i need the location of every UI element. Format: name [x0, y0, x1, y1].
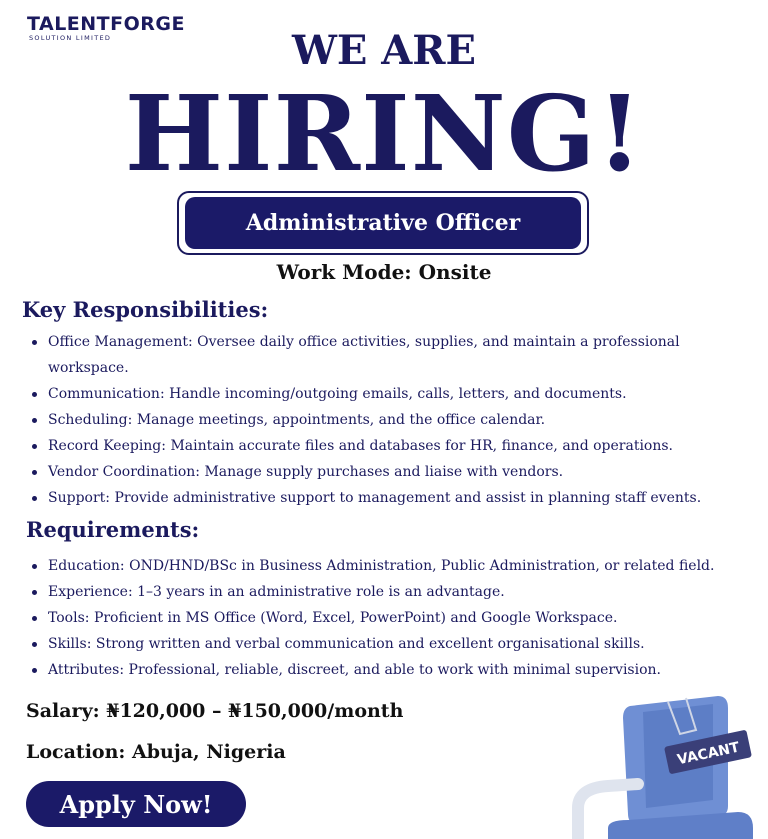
- list-item: Experience: 1–3 years in an administrative role is an advantage.: [26, 579, 726, 605]
- list-item: Education: OND/HND/BSc in Business Administration, Public Administration, or related field.: [26, 553, 726, 579]
- list-item: Communication: Handle incoming/outgoing emails, calls, letters, and documents.: [26, 381, 706, 407]
- logo-wordmark: TALENTFORGE: [27, 13, 185, 35]
- list-item: Scheduling: Manage meetings, appointments, and the office calendar.: [26, 407, 706, 433]
- list-item: Office Management: Oversee daily office activities, supplies, and maintain a professional workspace.: [26, 329, 706, 381]
- responsibilities-list: [26, 329, 706, 511]
- vacant-chair-illustration: [568, 688, 768, 839]
- requirements-heading: Requirements:: [26, 517, 200, 542]
- headline-we-are: WE ARE: [291, 27, 477, 74]
- apply-now-button[interactable]: Apply Now!: [26, 781, 246, 827]
- list-item: Tools: Proficient in MS Office (Word, Excel, PowerPoint) and Google Workspace.: [26, 605, 726, 631]
- list-item: Record Keeping: Maintain accurate files and databases for HR, finance, and operations.: [26, 433, 706, 459]
- responsibilities-heading: Key Responsibilities:: [22, 297, 269, 322]
- salary-range: Salary: ₦120,000 – ₦150,000/month: [26, 700, 404, 722]
- logo-subtitle: SOLUTION LIMITED: [29, 34, 112, 42]
- list-item: Support: Provide administrative support to management and assist in planning staff events.: [26, 485, 706, 511]
- headline-hiring: HIRING!: [124, 72, 644, 195]
- vacant-sign-text: VACANT: [675, 739, 741, 769]
- list-item: Vendor Coordination: Manage supply purchases and liaise with vendors.: [26, 459, 706, 485]
- work-mode: Work Mode: Onsite: [276, 260, 492, 284]
- list-item: Skills: Strong written and verbal communication and excellent organisational skills.: [26, 631, 726, 657]
- requirements-list: [26, 553, 726, 683]
- list-item: Attributes: Professional, reliable, discreet, and able to work with minimal supervision.: [26, 657, 726, 683]
- job-location: Location: Abuja, Nigeria: [26, 741, 286, 763]
- job-title-badge: Administrative Officer: [185, 197, 581, 249]
